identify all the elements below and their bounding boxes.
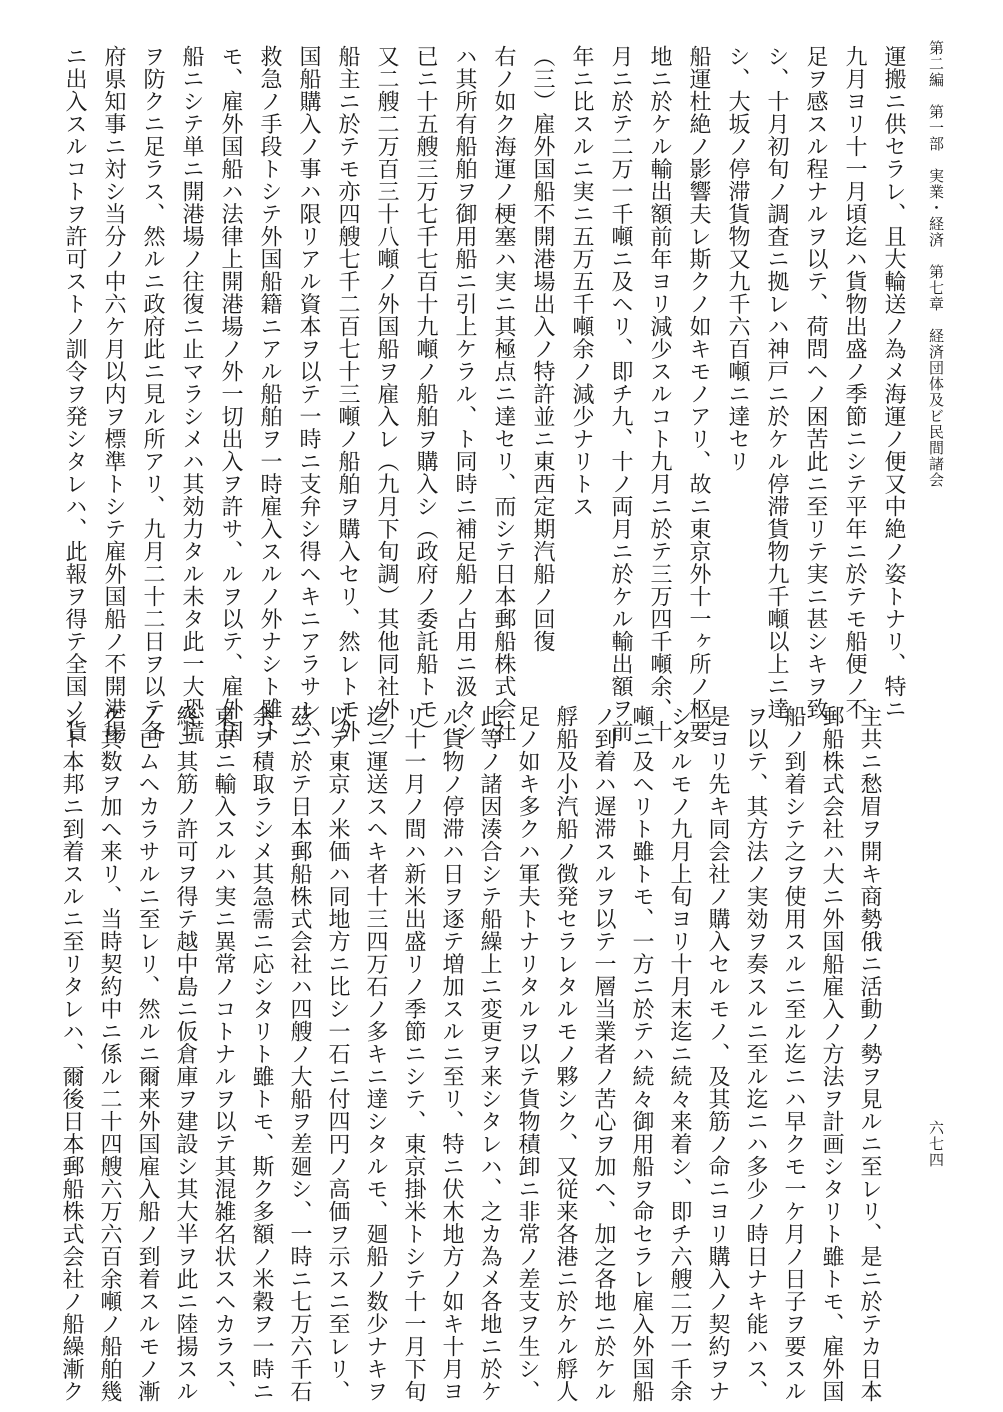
- text-line: 噸ニ及ヘリト雖トモ、一方ニ於テハ続々御用船ヲ命セラレ雇入外国船: [629, 705, 654, 1403]
- text-line: 月ニ於テ二万一千噸ニ及ヘリ、即チ九、十ノ両月ニ於ケル輸出額ヲ前: [608, 45, 633, 743]
- text-line: 年ニ比スルニ実ニ五万五千噸余ノ減少ナリトス: [569, 45, 594, 518]
- text-line: 足ノ如キ多クハ軍夫トナリタルヲ以テ貨物積卸ニ非常ノ差支ヲ生シ、: [515, 705, 540, 1403]
- text-line: 以テ東京ノ米価ハ同地方ニ比シ一石ニ付四円ノ高価ヲ示スニ至レリ、: [325, 705, 350, 1403]
- text-line: 府県知事ニ対シ当分ノ中六ケ月以内ヲ標準トシテ雇外国船ノ不開港場: [101, 45, 126, 743]
- text-line: 右ノ如ク海運ノ梗塞ハ実ニ其極点ニ達セリ、而シテ日本郵船株式会社: [491, 45, 516, 743]
- text-line: 地ニ於ケル輸出額前年ヨリ減少スルコト九月ニ於テ三万四千噸余、十: [647, 45, 672, 743]
- text-line: 又二艘二万百三十八噸ノ外国船ヲ雇入レ（九月下旬調）其他同社外ノ: [374, 45, 399, 743]
- text-line: 足ヲ感スル程ナルヲ以テ、荷問ヘノ困苦此ニ至リテ実ニ甚シキヲ致: [803, 45, 828, 720]
- text-line: 船主ニ於テモ亦四艘七千二百七十三噸ノ船舶ヲ購入セリ、然レトモ外: [335, 45, 360, 743]
- text-line: シタルモノ九月上旬ヨリ十月末迄ニ続々来着シ、即チ六艘二万一千余: [667, 705, 692, 1403]
- text-line: 船ノ到着シテ之ヲ使用スルニ至ル迄ニハ早クモ一ケ月ノ日子ヲ要スル: [781, 705, 806, 1403]
- text-line: ル貨物ノ停滞ハ日ヲ逐テ増加スルニ至リ、特ニ伏木地方ノ如キ十月ヨ: [439, 705, 464, 1403]
- text-line: 東京ニ輸入スルハ実ニ異常ノコトナルヲ以テ其混雑名状スヘカラス、: [211, 705, 236, 1403]
- text-line: 余ヲ積取ラシメ其急需ニ応シタリト雖トモ、斯ク多額ノ米穀ヲ一時ニ: [249, 705, 274, 1403]
- text-line: 船運杜絶ノ影響夫レ斯クノ如キモノアリ、故ニ東京外十一ヶ所ノ枢要: [686, 45, 711, 743]
- text-line: 迄ニ運送スヘキ者十三四万石ノ多キニ達シタルモ、廻船ノ数少ナキヲ: [363, 705, 388, 1403]
- text-line: ク其数ヲ加ヘ来リ、当時契約中ニ係ル二十四艘六万六百余噸ノ船舶幾: [97, 705, 122, 1403]
- text-line: 艀船及小汽船ノ徴発セラレタルモノ夥シク、又従来各港ニ於ケル艀人: [553, 705, 578, 1403]
- text-line: 国船購入ノ事ハ限リアル資本ヲ以テ一時ニ支弁シ得ヘキニアラサレハ: [296, 45, 321, 743]
- text-line: ノ已ムヘカラサルニ至レリ、然ルニ爾来外国雇入船ノ到着スルモノ漸: [135, 705, 160, 1403]
- text-line: リ十一月ノ間ハ新米出盛リノ季節ニシテ、東京掛米トシテ十一月下旬: [401, 705, 426, 1403]
- text-line: ニ出入スルコトヲ許可ストノ訓令ヲ発シタレハ、此報ヲ得テ全国ノ貨: [62, 45, 87, 743]
- upper-text-block: [0, 45, 1003, 743]
- text-line: ント本邦ニ到着スルニ至リタレハ、爾後日本郵船株式会社ノ船繰漸ク: [59, 705, 84, 1403]
- text-line: 主共ニ愁眉ヲ開キ商勢俄ニ活動ノ勢ヲ見ルニ至レリ、是ニ於テカ日本: [857, 705, 882, 1403]
- text-line: 船ニシテ単ニ開港場ノ往復ニ止マラシメハ其効力タル未タ此一大恐慌: [179, 45, 204, 743]
- text-line: 是ヨリ先キ同会社ノ購入セルモノ、及其筋ノ命ニヨリ購入ノ契約ヲナ: [705, 705, 730, 1403]
- text-line: 運搬ニ供セラレ、且大輪送ノ為メ海運ノ便又中絶ノ姿トナリ、特ニ: [881, 45, 906, 720]
- text-line: シ、大坂ノ停滞貨物又九千六百噸ニ達セリ: [725, 45, 750, 473]
- text-line: 終ニ其筋ノ許可ヲ得テ越中島ニ仮倉庫ヲ建設シ其大半ヲ此ニ陸揚スル: [173, 705, 198, 1403]
- text-line: モ、雇外国船ハ法律上開港場ノ外一切出入ヲ許サ、ルヲ以テ、雇外国: [218, 45, 243, 743]
- text-line: 此等ノ諸因湊合シテ船繰上ニ変更ヲ来シタレハ、之カ為メ各地ニ於ケ: [477, 705, 502, 1403]
- text-line: 已ニ十五艘三万七千七百十九噸ノ船舶ヲ購入シ（政府ノ委託船トモ）: [413, 45, 438, 743]
- lower-text-block: [0, 705, 1003, 1403]
- page-number: 六七四: [927, 1120, 945, 1168]
- text-line: 郵船株式会社ハ大ニ外国船雇入ノ方法ヲ計画シタリト雖トモ、雇外国: [819, 705, 844, 1403]
- text-line: ヲ以テ、其方法ノ実効ヲ奏スルニ至ル迄ニハ多少ノ時日ナキ能ハス、: [743, 705, 768, 1403]
- text-line: 救急ノ手段トシテ外国船籍ニアル船舶ヲ一時雇入スルノ外ナシト雖ト: [257, 45, 282, 743]
- text-line: ハ其所有船舶ヲ御用船ニ引上ケラル、ト同時ニ補足船ノ占用ニ汲々シ: [452, 45, 477, 743]
- text-line: 茲ニ於テ日本郵船株式会社ハ四艘ノ大船ヲ差廻シ、一時ニ七万六千石: [287, 705, 312, 1403]
- text-line: ヲ防クニ足ラス、然ルニ政府此ニ見ル所アリ、九月二十二日ヲ以テ各: [140, 45, 165, 743]
- chapter-header: 第二編 第一部 実業・経済 第七章 経済団体及ビ民間諸会: [927, 40, 945, 488]
- text-line: シ、十月初旬ノ調査ニ拠レハ神戸ニ於ケル停滞貨物九千噸以上ニ達: [764, 45, 789, 720]
- section-heading: （三）雇外国船不開港場出入ノ特許並ニ東西定期汽船ノ回復: [530, 45, 555, 653]
- text-line: 九月ヨリ十一月頃迄ハ貨物出盛ノ季節ニシテ平年ニ於テモ船便ノ不: [842, 45, 867, 720]
- text-line: ノ到着ハ遅滞スルヲ以テ一層当業者ノ苦心ヲ加ヘ、加之各地ニ於ケル: [591, 705, 616, 1403]
